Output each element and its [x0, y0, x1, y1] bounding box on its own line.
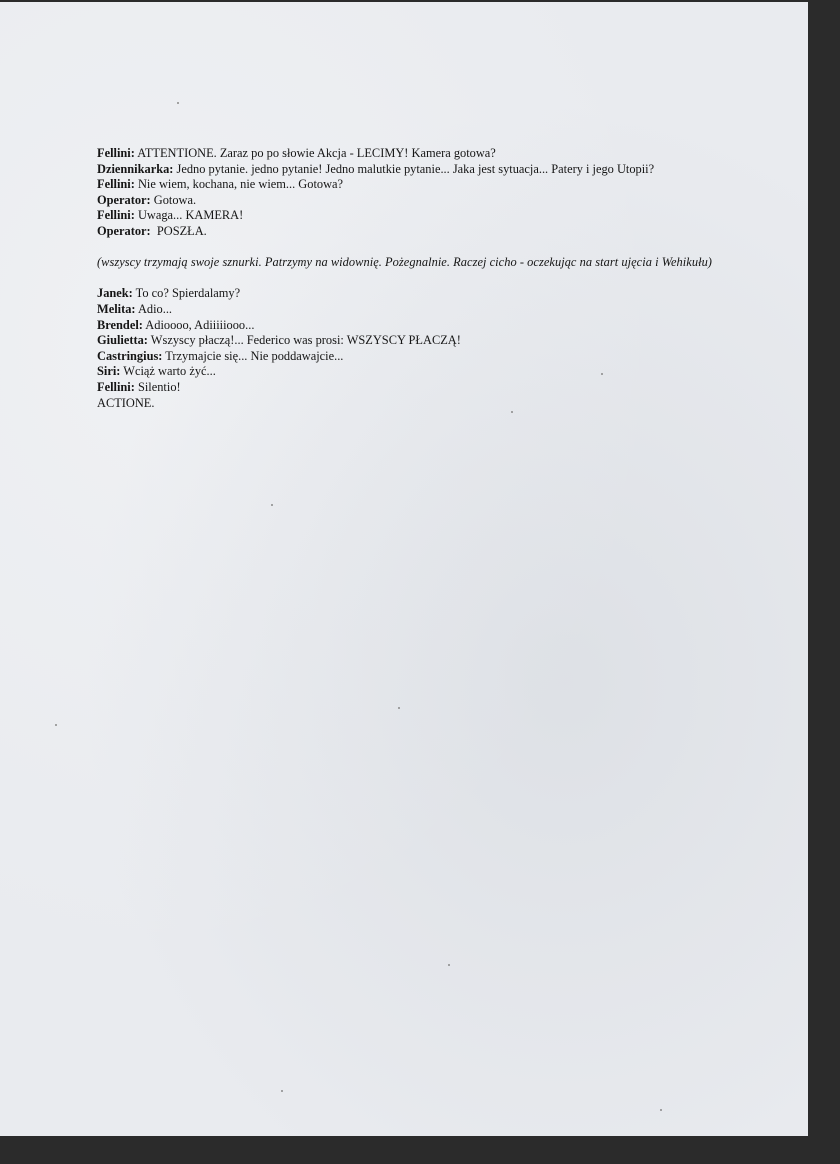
scan-speck	[281, 1090, 283, 1092]
scan-speck	[601, 373, 603, 375]
dialogue-line	[97, 333, 719, 349]
closing-line: ACTIONE.	[97, 395, 155, 410]
scan-speck	[660, 1109, 662, 1111]
dialogue-text: Wciąż warto żyć...	[120, 364, 216, 379]
dialogue-text: Gotowa.	[150, 192, 197, 207]
speaker-name: Siri:	[97, 364, 121, 379]
dialogue-text: To co? Spierdalamy?	[132, 286, 241, 301]
speaker-name: Castringius:	[97, 348, 163, 363]
stage-direction: (wszyscy trzymają swoje sznurki. Patrzymy na widownię. Pożegnalnie. Raczej cicho - oczekując na start ujęcia i Wehikułu)	[97, 255, 712, 270]
dialogue-line	[97, 193, 719, 209]
dialogue-text: Nie wiem, kochana, nie wiem... Gotowa?	[134, 177, 344, 192]
dialogue-text: Adioooo, Adiiiiiooo...	[142, 317, 255, 332]
scan-speck	[177, 102, 179, 104]
dialogue-line	[97, 177, 719, 193]
scan-speck	[448, 964, 450, 966]
dialogue-line	[97, 208, 719, 224]
dialogue-text: ATTENTIONE. Zaraz po po słowie Akcja - LECIMY! Kamera gotowa?	[134, 146, 496, 160]
dialogue-line	[97, 318, 719, 334]
dialogue-line	[97, 302, 719, 318]
dialogue-line	[97, 286, 719, 302]
speaker-name: Janek:	[97, 286, 133, 301]
dialogue-line	[97, 224, 719, 240]
speaker-name: Dziennikarka:	[97, 161, 174, 176]
dialogue-line	[97, 364, 719, 380]
scan-speck	[398, 707, 400, 709]
dialogue-line	[97, 162, 719, 178]
paragraph-gap	[97, 271, 719, 287]
speaker-name: Melita:	[97, 301, 136, 316]
scan-speck	[55, 724, 57, 726]
dialogue-text: Wszyscy płaczą!... Federico was prosi: WSZYSCY PŁACZĄ!	[147, 333, 461, 348]
speaker-name: Fellini:	[97, 379, 135, 394]
script-text	[97, 146, 719, 411]
speaker-name: Fellini:	[97, 177, 135, 192]
dialogue-text: Uwaga... KAMERA!	[134, 208, 244, 223]
speaker-name: Fellini:	[97, 146, 135, 160]
dialogue-text: POSZŁA.	[150, 223, 207, 238]
dialogue-line	[97, 349, 719, 365]
speaker-name: Operator:	[97, 223, 151, 238]
speaker-name: Giulietta:	[97, 333, 148, 348]
dialogue-text: Silentio!	[134, 379, 181, 394]
dialogue-line	[97, 146, 719, 162]
dialogue-text: Trzymajcie się... Nie poddawajcie...	[162, 348, 344, 363]
speaker-name: Brendel:	[97, 317, 143, 332]
scan-speck	[511, 411, 513, 413]
speaker-name: Operator:	[97, 192, 151, 207]
dialogue-text: Jedno pytanie. jedno pytanie! Jedno malutkie pytanie... Jaka jest sytuacja... Patery i jego Utopii?	[173, 161, 655, 176]
scanned-page	[0, 2, 808, 1136]
dialogue-line	[97, 380, 719, 396]
speaker-name: Fellini:	[97, 208, 135, 223]
dialogue-text: Adio...	[135, 301, 173, 316]
scan-speck	[271, 504, 273, 506]
paragraph-gap	[97, 240, 719, 256]
